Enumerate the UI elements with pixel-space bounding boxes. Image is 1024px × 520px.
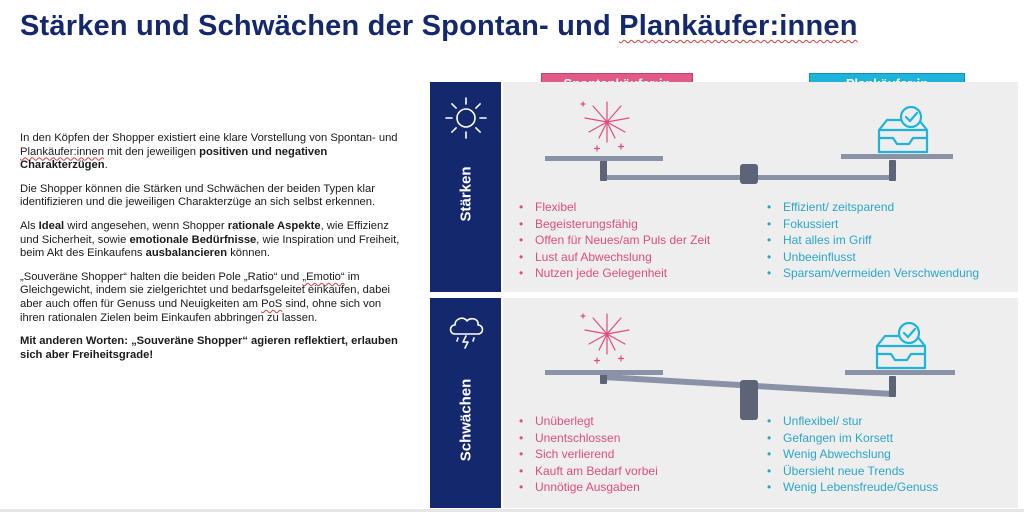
thunder-cloud-icon (446, 310, 486, 350)
list-item: • Unnötige Ausgaben (517, 479, 658, 496)
schwaechen-spontan-list (517, 413, 658, 496)
list-item: • Sich verlierend (517, 446, 658, 463)
title-highlight: Plankäufer:innen (619, 10, 858, 42)
list-item: • Unflexibel/ stur (765, 413, 938, 430)
list-item: • Flexibel (517, 199, 710, 216)
list-item: • Sparsam/vermeiden Verschwendung (765, 265, 979, 282)
panel-schwaechen (503, 298, 1018, 508)
list-item: • Unbeeinflusst (765, 249, 979, 266)
intro-text (20, 132, 400, 372)
page-title (20, 10, 858, 43)
fireworks-icon (577, 308, 637, 366)
schwaechen-plan-list (765, 413, 938, 496)
list-item: • Fokussiert (765, 216, 979, 233)
sun-icon (444, 96, 488, 140)
bottom-divider (0, 509, 1024, 512)
intro-paragraph-5: Mit anderen Worten: „Souveräne Shopper“ agieren reflektiert, erlauben sich aber Freiheitsgrade! (20, 335, 398, 361)
list-item: • Effizient/ zeitsparend (765, 199, 979, 216)
title-text: Stärken und Schwächen der Spontan- und (20, 10, 620, 42)
intro-paragraph-1: In den Köpfen der Shopper existiert eine klare Vorstellung von Spontan- und Plankäufer:innen mit den jeweiligen positiven und negativen Charakterzügen. (20, 132, 398, 172)
list-item: • Offen für Neues/am Puls der Zeit (517, 232, 710, 249)
section-label-staerken: Stärken (457, 166, 474, 222)
intro-paragraph-4: „Souveräne Shopper“ halten die beiden Pole „Ratio“ und „Emotio“ im Gleichgewicht, indem sie zielgerichtet und bedarfsgeleitet einkaufen, dabei aber auch offen für Genuss und Neuigkeiten am PoS sind, ohne sich von ihren rationalen Zielen beim Einkaufen abbringen zu lassen. (20, 270, 391, 324)
intro-paragraph-3: Als Ideal wird angesehen, wenn Shopper rationale Aspekte, wie Effizienz und Sicherheit, sowie emotionale Bedürfnisse, wie Inspiration und Freiheit, beim Akt des Einkaufens ausbalancieren können. (20, 219, 400, 260)
staerken-spontan-list (517, 199, 710, 282)
inbox-check-icon (873, 322, 929, 372)
list-item: • Begeisterungsfähig (517, 216, 710, 233)
fireworks-icon (577, 96, 637, 154)
list-item: • Wenig Abwechslung (765, 446, 938, 463)
list-item: • Lust auf Abwechslung (517, 249, 710, 266)
list-item: • Hat alles im Griff (765, 232, 979, 249)
staerken-plan-list (765, 199, 979, 282)
list-item: • Übersieht neue Trends (765, 463, 938, 480)
intro-paragraph-2: Die Shopper können die Stärken und Schwächen der beiden Typen klar identifizieren und die jeweiligen Charakterzüge an sich selbst erkennen. (20, 182, 376, 209)
list-item: • Wenig Lebensfreude/Genuss (765, 479, 938, 496)
panel-staerken (503, 82, 1018, 292)
list-item: • Nutzen jede Gelegenheit (517, 265, 710, 282)
inbox-check-icon (875, 106, 931, 156)
section-label-schwaechen-bar (430, 298, 501, 508)
section-label-staerken-bar (430, 82, 501, 292)
list-item: • Kauft am Bedarf vorbei (517, 463, 658, 480)
list-item: • Gefangen im Korsett (765, 430, 938, 447)
section-label-schwaechen: Schwächen (457, 378, 474, 462)
list-item: • Unentschlossen (517, 430, 658, 447)
list-item: • Unüberlegt (517, 413, 658, 430)
